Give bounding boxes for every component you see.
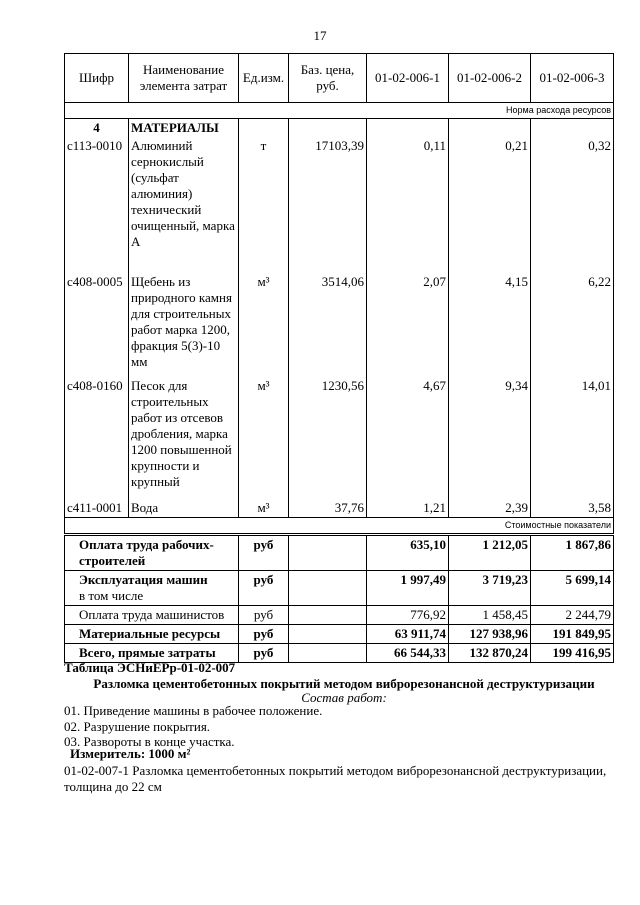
work-step: 03. Развороты в конце участка.	[64, 734, 235, 749]
page-number: 17	[313, 28, 327, 43]
cost-row: Оплата труда машинистов руб 776,92 1 458,45 2 244,79	[65, 606, 614, 625]
unit-label: Измеритель: 1000 м²	[70, 746, 191, 761]
norm-label: Норма расхода ресурсов	[65, 103, 614, 119]
header-col1: 01-02-006-1	[367, 54, 449, 103]
header-code: Шифр	[65, 54, 129, 103]
work-step: 01. Приведение машины в рабочее положение.	[64, 703, 323, 718]
table-row: с113-0010 Алюминий сернокислый (сульфат алюминия) технический очищенный, марка А т 17103,39 0,11 0,21 0,32	[65, 137, 614, 273]
resource-table	[64, 53, 614, 663]
section-code: 4	[65, 119, 129, 138]
section-title: МАТЕРИАЛЫ	[129, 119, 239, 138]
table-row: с408-0005 Щебень из природного камня для строительных работ марка 1200, фракция 5(3)-10 мм м³ 3514,06 2,07 4,15 6,22	[65, 273, 614, 377]
header-col2: 01-02-006-2	[449, 54, 531, 103]
cost-label: Стоимостные показатели	[65, 518, 614, 535]
table-row: с411-0001 Вода м³ 37,76 1,21 2,39 3,58	[65, 499, 614, 518]
cost-label-row	[65, 518, 614, 535]
header-price: Баз. цена, руб.	[289, 54, 367, 103]
cost-row: Материальные ресурсы руб 63 911,74 127 938,96 191 849,95	[65, 625, 614, 644]
header-unit: Ед.изм.	[239, 54, 289, 103]
section-row	[65, 119, 614, 138]
cost-row: Оплата труда рабочих-строителей руб 635,10 1 212,05 1 867,86	[65, 535, 614, 571]
header-col3: 01-02-006-3	[531, 54, 614, 103]
header-name: Наименование элемента затрат	[129, 54, 239, 103]
header-row	[65, 54, 614, 103]
cost-row: Всего, прямые затраты руб 66 544,33 132 870,24 199 416,95	[65, 644, 614, 663]
next-table-heading: Разломка цементобетонных покрытий методом виброрезонансной деструктуризации	[93, 676, 595, 691]
next-table-title: Таблица ЭСНиЕРр-01-02-007	[64, 660, 236, 675]
cost-row: Эксплуатация машин в том числе руб 1 997,49 3 719,23 5 699,14	[65, 571, 614, 606]
norm-description: 01-02-007-1 Разломка цементобетонных покрытий методом виброрезонансной деструктуризации, толщина до 22 см	[64, 763, 607, 794]
table-row: с408-0160 Песок для строительных работ из отсевов дробления, марка 1200 повышенной крупности и крупный м³ 1230,56 4,67 9,34 14,01	[65, 377, 614, 499]
work-title: Состав работ:	[301, 690, 387, 705]
norm-label-row	[65, 103, 614, 119]
work-step: 02. Разрушение покрытия.	[64, 719, 211, 734]
